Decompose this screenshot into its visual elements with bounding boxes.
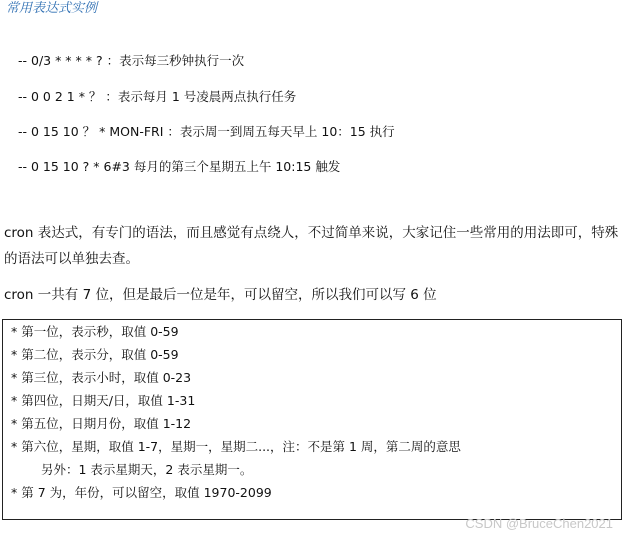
field-line-day-of-month: * 第四位，日期天/日，取值 1-31: [11, 393, 196, 408]
field-line-year: * 第 7 为，年份，可以留空，取值 1970-2099: [11, 485, 272, 500]
field-line-minutes: * 第二位，表示分，取值 0-59: [11, 347, 179, 362]
csdn-watermark: CSDN @BruceChen2021: [465, 516, 613, 531]
cron-example-monthly-2am: -- 0 0 2 1 * ？ ：表示每月 1 号凌晨两点执行任务: [18, 89, 297, 104]
cron-fields-box: [2, 319, 622, 520]
cron-fields-count-paragraph: cron 一共有 7 位，但是最后一位是年，可以留空，所以我们可以写 6 位: [4, 287, 437, 303]
field-line-day-of-week-note: 另外：1 表示星期天，2 表示星期一。: [41, 462, 253, 477]
field-line-seconds: * 第一位，表示秒，取值 0-59: [11, 324, 179, 339]
field-line-hours: * 第三位，表示小时，取值 0-23: [11, 370, 192, 385]
field-line-month: * 第五位，日期月份，取值 1-12: [11, 416, 192, 431]
cron-example-every-3-seconds: -- 0/3 * * * * ? ：表示每三秒钟执行一次: [18, 53, 245, 68]
cron-intro-paragraph: cron 表达式，有专门的语法，而且感觉有点绕人，不过简单来说，大家记住一些常用的用法即可，特殊的语法可以单独去查。: [4, 225, 619, 267]
cron-example-weekdays-1015: -- 0 15 10 ？ * MON-FRI ：表示周一到周五每天早上 10：15 执行: [18, 124, 395, 139]
section-heading: 常用表达式实例: [6, 1, 98, 16]
field-line-day-of-week: * 第六位，星期，取值 1-7，星期一，星期二...，注：不是第 1 周，第二周的意思: [11, 439, 461, 454]
cron-example-third-friday: -- 0 15 10 ? * 6#3 每月的第三个星期五上午 10:15 触发: [18, 159, 341, 174]
